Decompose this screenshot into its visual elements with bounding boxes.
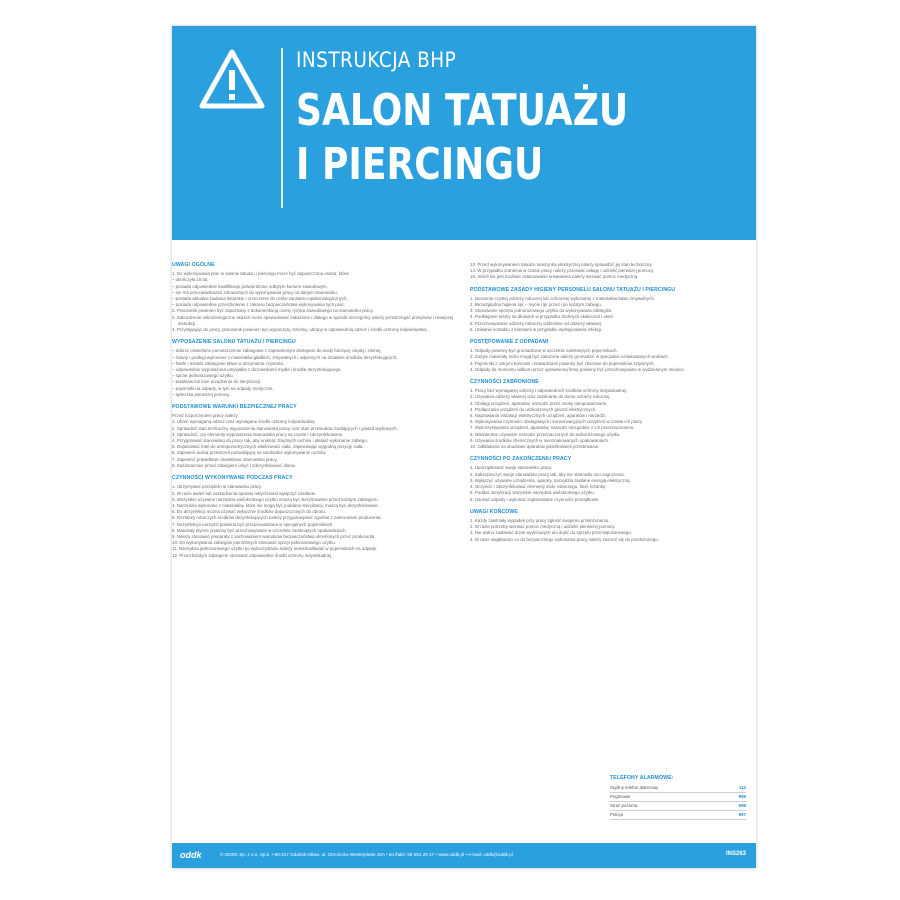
instruction-item: 8. Materiały płynne powinny być przechowywane w szczelnie zamkniętych opakowaniach. (172, 527, 347, 533)
instruction-item: – odpowiednio wyposażona umywalka z dozownikami mydła i środka dezynfekującego, (172, 367, 342, 373)
instruction-item: 4. Odpady do momentu odbioru przez uprawnioną firmę powinny być przechowywane w wydzielonym miejscu. (470, 366, 685, 372)
instruction-item: 7. Dezynfekcja narzędzi powinna być przeprowadzana w specjalnych pojemnikach. (172, 521, 334, 527)
poster-footer (172, 843, 756, 868)
right-column (470, 262, 756, 543)
instruction-item: 8. Każdorazowo przed zabiegiem umyć i zdezynfekować dłonie. (172, 462, 297, 468)
instruction-item: – posiada odpowiednie kwalifikacje potwierdzone odbytym kursem zawodowym, (172, 283, 328, 289)
instruction-item: 4. Podłączania urządzeń do uszkodzonych gniazd elektrycznych. (470, 406, 597, 412)
left-column (172, 262, 458, 559)
instruction-item: 4. Przygotować stanowisko do pracy tak, aby uniknąć zbędnych ruchów i ułatwić wykonanie zabiegu. (172, 438, 368, 444)
emergency-phones (610, 775, 746, 820)
instruction-item: 3. Sprawdzić, czy elementy wyposażenia stanowiska pracy są czyste i zdezynfekowane. (172, 431, 344, 437)
instruction-item: 2. Zużyte materiały, które mogą być zakażone należy gromadzić w specjalnie oznakowanych workach. (470, 354, 669, 360)
instruction-item: 3. Pojemniki z ostrymi końcami i krawędziami powinny być zbierane do pojemników sztywnych. (470, 360, 655, 366)
instruction-item: 5. Do dezynfekcji można używać wyłącznie środków dopuszczonych do obrotu. (172, 509, 326, 515)
instruction-item: – posiada aktualne badania lekarskie i orzeczenie do celów sanitarno-epidemiologicznych, (172, 296, 348, 302)
instruction-item: – nie ma przeciwwskazań zdrowotnych do wykonywania pracy na danym stanowisku, (172, 289, 338, 295)
instruction-item: – posiada odpowiednie przeszkolenie z zakresu bezpieczeństwa wykonywania tych prac. (172, 302, 346, 308)
footer-contact: © ODDK Sp. z o.o. Sp.k. • 80-317 Gdańsk-Oliwa, ul. Obrońców Westerplatte 32A • tel./faks: 58 554 29 17 • www.oddk.pl • e-mail: oddk@oddk.pl (220, 852, 513, 857)
header-title: SALON TATUAŻU I PIERCINGU (296, 85, 629, 190)
phone-label: Pogotowie (610, 794, 631, 799)
section-heading: PODSTAWOWE ZASADY HIGIENY PERSONELU SALONU TATUAŻU I PIERCINGU (470, 286, 676, 293)
header-divider (281, 48, 283, 208)
instruction-item: 6. Roztwory roboczych środków dezynfekujących należy przygotowywać zgodnie z zaleceniami producenta. (172, 515, 382, 521)
instruction-item: 7. Wykorzystywania urządzeń, aparatów, narzędzi niezgodnie z ich przeznaczeniem. (470, 425, 635, 431)
instruction-item: 13. Przed wykonywaniem tatuażu maszynką elektryczną należy sprawdzić jej stan techniczny. (470, 262, 653, 267)
instruction-item: 14. W przypadku zranienia w czasie pracy należy przerwać usługę i udzielić pierwszej pomocy. (470, 268, 655, 274)
instruction-item: 3. Wyłączyć używane urządzenia, aparaty, narzędzia zasilane energią elektryczną. (470, 477, 631, 483)
instruction-item: 3. Wszystkie używane narzędzia wielokrotnego użytku muszą być sterylizowane przed każdym zabiegiem. (172, 496, 379, 502)
safety-poster (172, 26, 756, 868)
instruction-item: 1. Uporządkować swoje stanowisko pracy. (470, 465, 553, 471)
oddk-logo: oddk (180, 850, 202, 860)
instruction-item: 15. Jeżeli nie jest możliwe zatamowanie krwawienia należy wezwać pomoc medyczną. (470, 274, 639, 280)
instruction-item: 4. Podklejanie taśmy na dłoniach w przypadku drobnych skaleczeń i otarć. (470, 314, 615, 320)
instruction-item: 11. Narzędzia jednorazowego użytku po wykorzystaniu należy unieszkodliwiać w pojemnikach na odpady. (172, 546, 378, 552)
instruction-item: 8. Wielokrotne używanie narzędzi przeznaczonych do jednorazowego użytku. (470, 431, 621, 437)
phone-label: Ogólny telefon alarmowy (610, 785, 659, 790)
instruction-item: 12. Przed każdym zabiegiem stosować odpowiednie środki ochrony indywidualnej. (172, 552, 333, 558)
instruction-item: 6. Unikanie kontaktu z klientami w przypadku występowania infekcji. (470, 326, 603, 332)
instruction-item: 6. Usunąć odpady i wykonać zaplanowane czynności porządkowe. (470, 496, 600, 502)
section-heading: CZYNNOŚCI PO ZAKOŃCZENIU PRACY (470, 456, 572, 463)
phone-label: Straż pożarna (610, 803, 638, 808)
section-heading: WYPOSAŻENIE SALONU TATUAŻU I PIERCINGU (172, 339, 296, 346)
instruction-item: – ściany i podłogi wykonane z materiałów gładkich, zmywalnych i odpornych na działanie środków dezynfekujących, (172, 354, 398, 360)
section-heading: POSTĘPOWANIE Z ODPADAMI (470, 339, 549, 346)
instruction-item: 3. Zabrudzenie mikrobiologiczne skażeń może spowodować zakażenie i dlatego w sposób szczególny należy przestrzegać przepisów i niniejszej instrukcji. (172, 314, 454, 326)
section-heading: CZYNNOŚCI WYKONYWANE PODCZAS PRACY (172, 475, 293, 482)
instruction-item: – sprzęt jednorazowego użytku, (172, 373, 234, 379)
instruction-item: 4. W razie wątpliwości co do bezpiecznego wykonania pracy należy zwrócić się do przełożonego. (470, 536, 659, 542)
instruction-item: – autoklaw lub inne urządzenie do sterylizacji, (172, 379, 262, 385)
product-code: INS263 (725, 851, 746, 857)
instruction-item: 6. Wykonywania czynności obsługowych i konserwacyjnych urządzeń w czasie ich pracy. (470, 419, 643, 425)
phone-number: 112 (738, 785, 746, 790)
instruction-item: 5. Przechowywanie odzieży roboczej oddzielnie od odzieży własnej. (470, 320, 603, 326)
phones-heading: TELEFONY ALARMOWE: (610, 775, 674, 781)
instruction-item: 1. Odpady powinny być gromadzone w szczelnie zamkniętych pojemnikach. (470, 348, 618, 354)
instruction-item: 2. W razie awarii lub uszkodzenia aparatu natychmiast wyłączyć zasilanie. (172, 490, 317, 496)
section-heading: UWAGI KOŃCOWE (470, 508, 518, 515)
phone-number: 997 (738, 812, 746, 817)
poster-header (172, 26, 756, 240)
instruction-item: 1. Każdy zaistniały wypadek przy pracy zgłosić swojemu przełożonemu. (470, 517, 610, 523)
phone-label: Policja (610, 812, 623, 817)
instruction-item: 2. W razie potrzeby wezwać pomoc medyczną i udzielić pierwszej pomocy. (470, 524, 616, 530)
instruction-item: 10. Odkładania na obudowie aparatów jakichkolwiek przedmiotów. (470, 444, 599, 450)
instruction-item: – fotele i leżanki zabiegowe łatwe w utrzymaniu czystości, (172, 360, 285, 366)
section-heading: CZYNNOŚCI ZABRONIONE (470, 379, 539, 386)
instruction-item: 2. Bezwzględna higiena rąk – mycie rąk przed i po każdym zabiegu. (470, 302, 603, 308)
instruction-item: 1. Pracy bez wymaganej odzieży i odpowiednich środków ochrony indywidualnej. (470, 388, 628, 394)
section-heading: PODSTAWOWE WARUNKI BEZPIECZNEJ PRACY (172, 404, 297, 411)
instruction-item: 6. Zapewnić wolną przestrzeń pozwalającą na swobodne wykonywanie ruchów. (172, 450, 327, 456)
phones-list (610, 784, 746, 820)
instruction-item: 5. Naprawiania instalacji elektrycznych urządzeń, aparatów i narzędzi. (470, 413, 607, 419)
section-heading: UWAGI OGÓLNE (172, 262, 215, 268)
phone-row (610, 811, 746, 820)
phone-row (610, 784, 746, 793)
instruction-item: 4. Oczyścić i zdezynfekować elementy stołu roboczego, fotel, leżankę. (470, 484, 607, 490)
instruction-item: 3. Stosowanie sprzętu jednorazowego użytku do wykonywania zabiegów. (470, 308, 613, 314)
warning-triangle-icon (198, 48, 266, 110)
instruction-item: 2. Używania odzieży własnej oraz zabieranie do domu odzieży roboczej. (470, 394, 611, 400)
instruction-item: 2. Pracownik powinien być zapoznany z dokumentacją oceny ryzyka zawodowego na stanowisku pracy. (172, 308, 374, 314)
instruction-item: 3. Nie wolno zasłaniać drzwi wyjściowych ani dojść do sprzętu przeciwpożarowego. (470, 530, 633, 536)
instruction-item: 9. Używania środków chemicznych w nieoznakowanych opakowaniach. (470, 437, 610, 443)
instruction-item: 4. Przystępując do pracy, pracownik powinien być wypoczęty, trzeźwy, ubrany w odpowiednią odzież i środki ochrony indywidualnej. (172, 327, 428, 333)
instruction-item: 7. Zapewnić prawidłowe oświetlenie stanowiska pracy. (172, 456, 278, 462)
instruction-item: 2. Zabezpieczyć swoje stanowisko pracy tak, aby nie stanowiło ono zagrożenia. (470, 471, 625, 477)
instruction-item: – pojemniki na odpady, w tym na odpady medyczne, (172, 385, 274, 391)
phone-row (610, 793, 746, 802)
instruction-item: 10. Do wykonywania zabiegów potrzebnych stosować sprzęt jednorazowego użytku. (172, 540, 337, 546)
phone-row (610, 802, 746, 811)
phone-number: 998 (738, 803, 746, 808)
instruction-item: 4. Narzędzia wykonane z materiałów, które nie mogą być poddane sterylizacji, muszą być dezynfekowane. (172, 502, 379, 508)
instruction-item: 5. Dopasować fotel do antropometrycznych właściwości ciała, zapewniając wygodną pozycję ciała. (172, 444, 364, 450)
instruction-item: 1. Ubrać wymaganą odzież oraz wymagane środki ochrony indywidualnej. (172, 419, 316, 425)
instruction-item: Przed rozpoczęciem pracy należy: (172, 413, 239, 419)
instruction-item: 3. Obsługi urządzeń, aparatów, narzędzi przez osoby nieupoważnione. (470, 400, 608, 406)
instruction-item: 1. Do wykonywania prac w salonie tatuażu i piercingu może być dopuszczona osoba, która: (172, 271, 350, 277)
instruction-item: 2. Sprawdzić stan techniczny wyposażenia stanowiska pracy oraz stan przewodów zasilających i gniazd wtykowych. (172, 425, 398, 431)
instruction-item: – dobrze oświetlone pomieszczenie zabiegowe z zapewnionym dostępem do wody bieżącej ciepłej i zimnej, (172, 348, 382, 354)
instruction-item: – ukończyła 18 lat, (172, 277, 209, 283)
phone-number: 999 (738, 794, 746, 799)
instruction-item: – apteczka pierwszej pomocy. (172, 391, 231, 397)
instruction-item: 1. Utrzymywać porządek na stanowisku pracy. (172, 484, 262, 490)
header-subtitle: INSTRUKCJA BHP (296, 48, 457, 72)
instruction-item: 1. Noszenie czystej odzieży roboczej lub ochronnej wykonanej z materiałów łatwo zmywalnych. (470, 295, 655, 301)
instruction-item: 5. Poddać sterylizacji wszystkie narzędzia wielokrotnego użytku. (470, 490, 595, 496)
instruction-item: 9. Należy stosować preparaty z zachowaniem warunków bezpieczeństwa określonych przez producenta. (172, 533, 376, 539)
